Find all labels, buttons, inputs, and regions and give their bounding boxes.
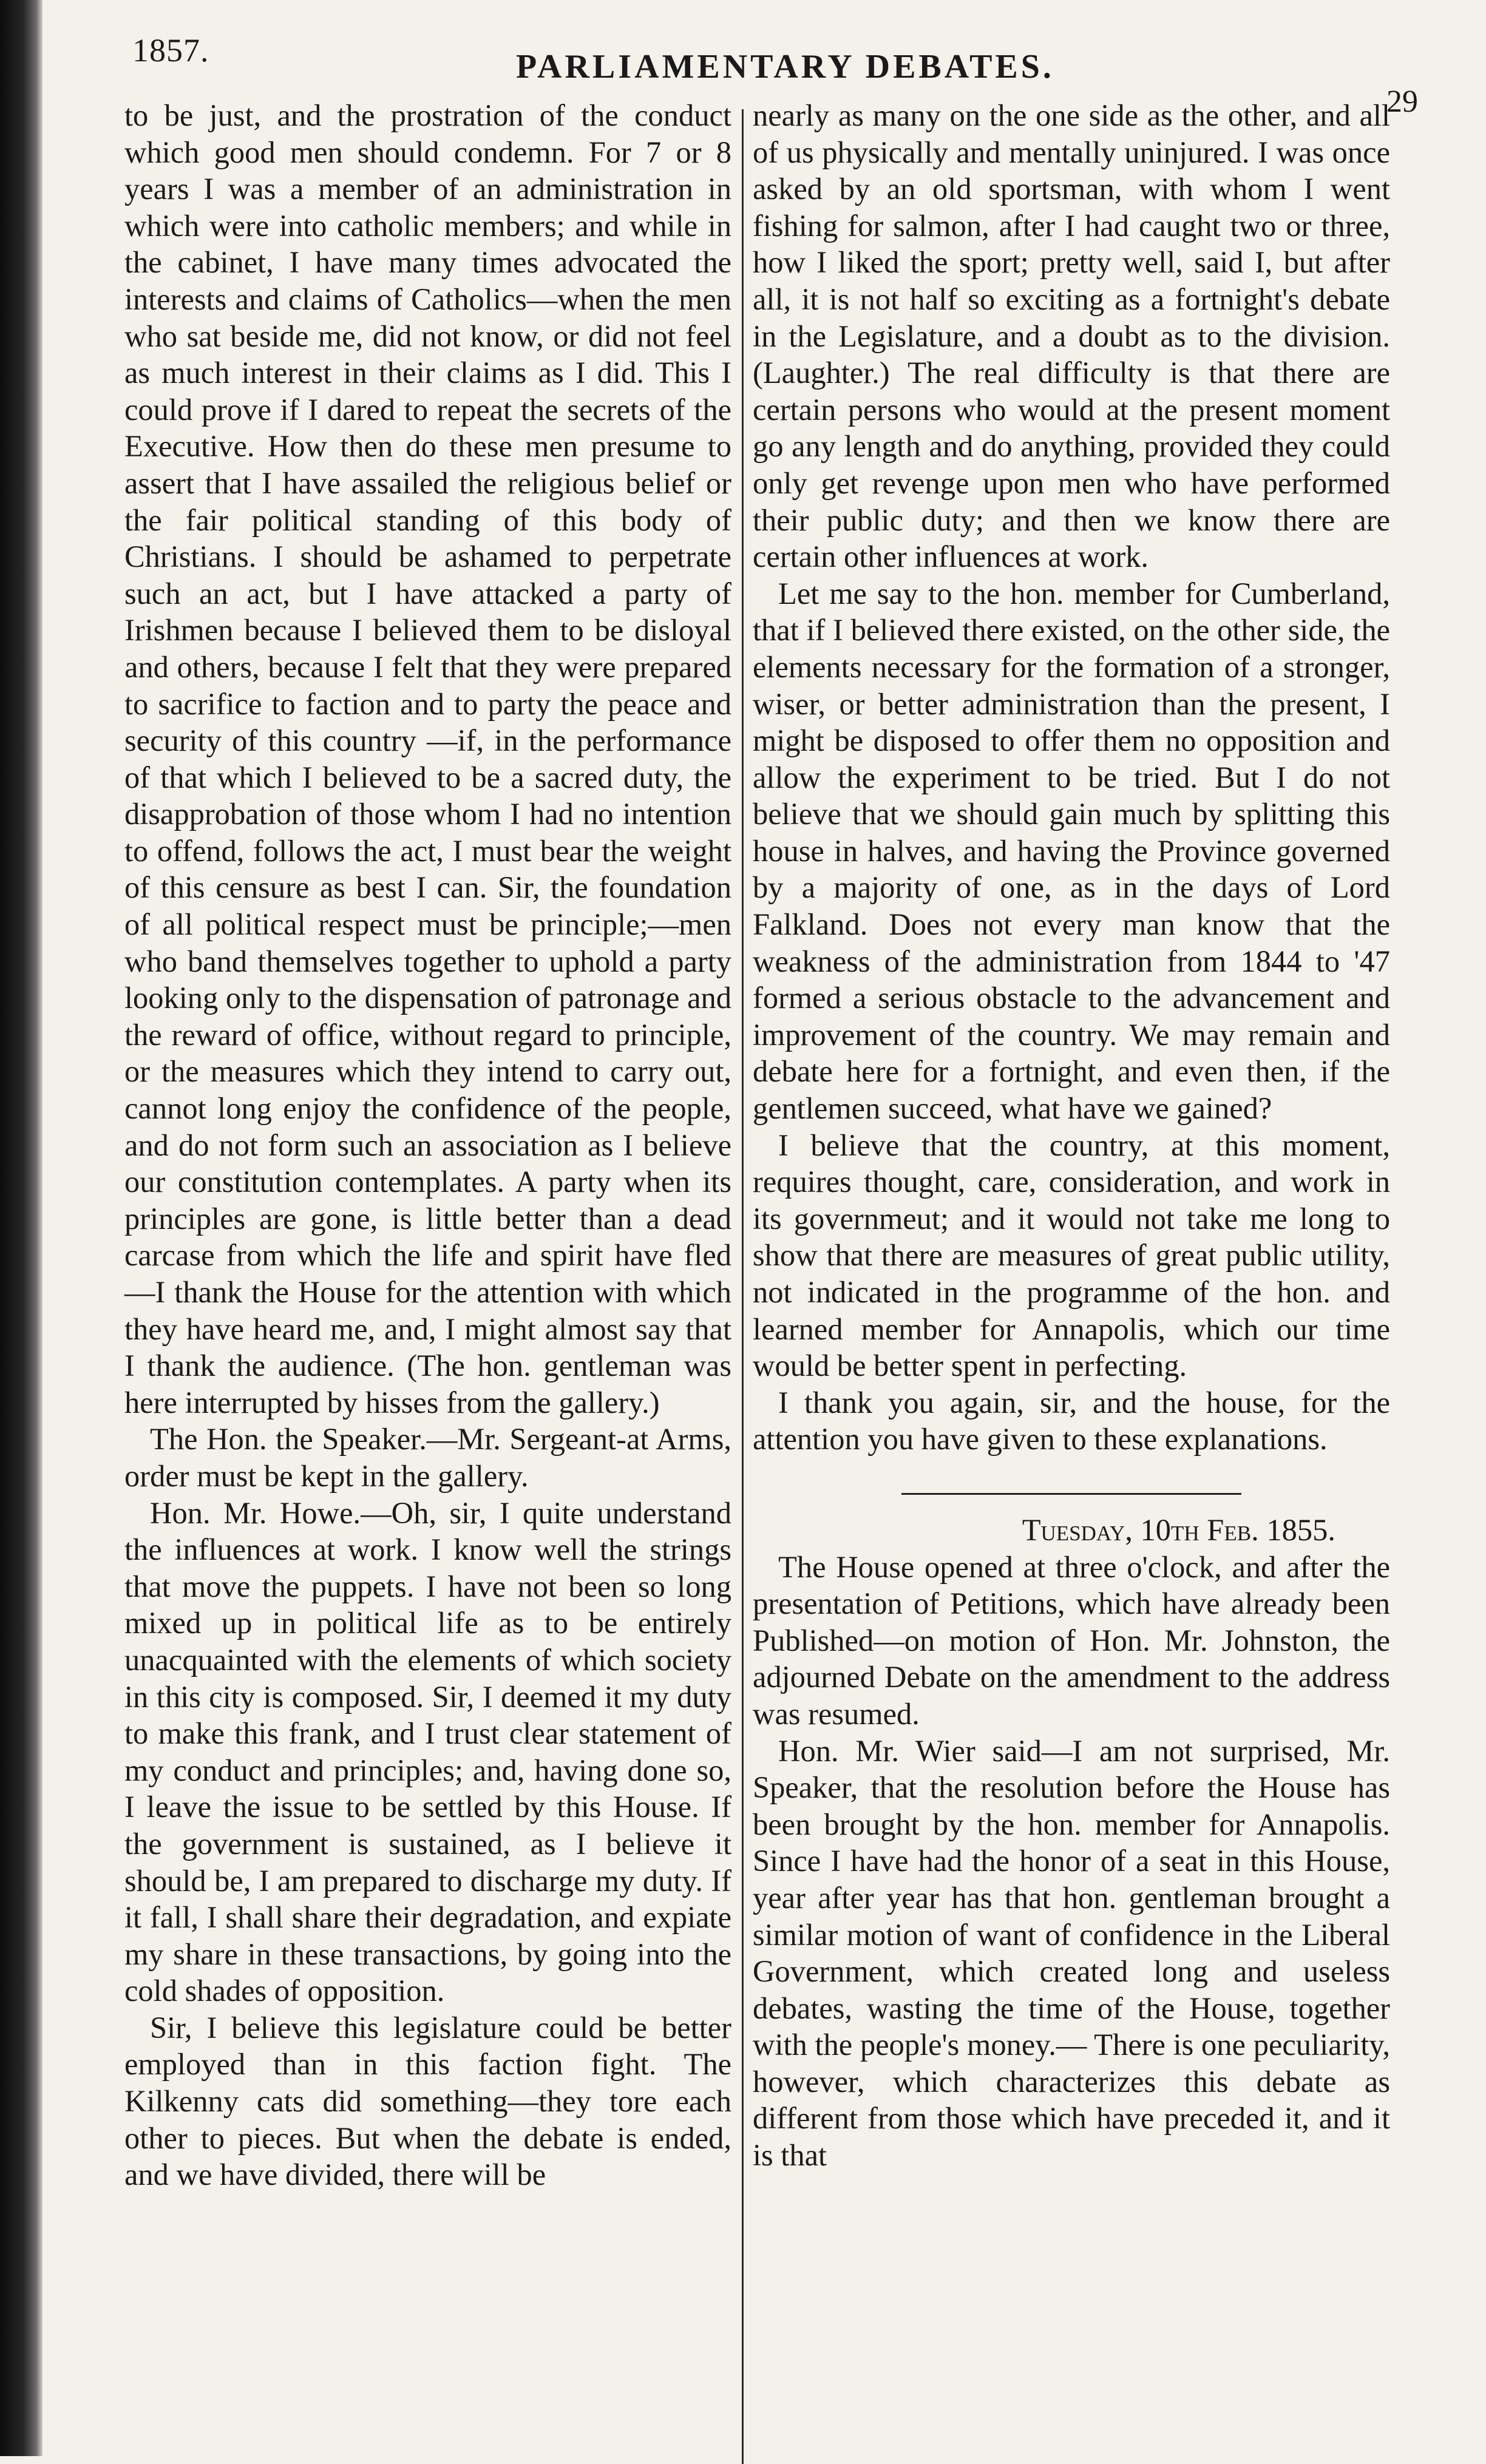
right-column [753, 97, 1390, 2174]
paragraph: The House opened at three o'clock, and after the presentation of Petitions, which have already been Published—on motion of Hon. Mr. Johnston, the adjourned Debate on the amendment to the address was resumed. [753, 1549, 1390, 1731]
paragraph: Hon. Mr. Wier said—I am not surprised, Mr. Speaker, that the resolution before the House has been brought by the hon. member for Annapolis. Since I have had the honor of a seat in this House, year after year has that hon. gentleman brought a similar motion of want of confidence in the Liberal Government, which created long and useless debates, wasting the time of the House, together with the people's money.— There is one peculiarity, however, which characterizes this debate as different from those which have preceded it, and it is that [753, 1733, 1390, 2173]
page-number: 29 [1386, 84, 1418, 119]
paragraph: I thank you again, sir, and the house, for the attention you have given to these explanations. [753, 1385, 1390, 1457]
paragraph: Sir, I believe this legislature could be better employed than in this faction fight. The Kilkenny cats did something—they tore each other to pieces. But when the debate is ended, and we have divided, there will be [124, 2010, 731, 2192]
page-title: PARLIAMENTARY DEBATES. [516, 48, 1054, 86]
paragraph: The Hon. the Speaker.—Mr. Sergeant-at Arms, order must be kept in the gallery. [124, 1422, 731, 1493]
paragraph: Let me say to the hon. member for Cumberland, that if I believed there existed, on the other side, the elements necessary for the formation of a stronger, wiser, or better administration than the present, I might be disposed to offer them no opposition and allow the experiment to be tried. But I do not believe that we should gain much by splitting this house in halves, and having the Province governed by a majority of one, as in the days of Lord Falkland. Does not every man know that the weakness of the administration from 1844 to '47 formed a serious obstacle to the advancement and improvement of the country. We may remain and debate here for a fortnight, and even then, if the gentlemen succeed, what have we gained? [753, 576, 1390, 1126]
paragraph: to be just, and the prostration of the conduct which good men should condemn. For 7 or 8 years I was a member of an administration in which were into catholic members; and while in the cabinet, I have many times advocated the interests and claims of Catholics—when the men who sat beside me, did not know, or did not feel as much interest in their claims as I did. This I could prove if I dared to repeat the secrets of the Executive. How then do these men presume to assert that I have assailed the religious belief or the fair political standing of this body of Christians. I should be ashamed to perpetrate such an act, but I have attacked a party of Irishmen because I believed them to be disloyal and others, because I felt that they were prepared to sacrifice to faction and to party the peace and security of this country —if, in the performance of that which I believed to be a sacred duty, the disapprobation of those whom I had no intention to offend, follows the act, I must bear the weight of this censure as best I can. Sir, the foundation of all political respect must be principle;—men who band themselves together to uphold a party looking only to the dispensation of patronage and the reward of office, without regard to principle, or the measures which they intend to carry out, cannot long enjoy the confidence of the people, and do not form such an association as I believe our constitution contemplates. A party when its principles are gone, is little better than a dead carcase from which the life and spirit have fled—I thank the House for the attention with which they have heard me, and, I might almost say that I thank the audience. (The hon. gentleman was here interrupted by hisses from the gallery.) [124, 98, 731, 1420]
session-date: Tuesday, 10th Feb. 1855. [1022, 1512, 1335, 1547]
paragraph: nearly as many on the one side as the other, and all of us physically and mentally uninjured. I was once asked by an old sportsman, with whom I went fishing for salmon, after I had caught two or three, how I liked the sport; pretty well, said I, but after all, it is not half so exciting as a fortnight's debate in the Legislature, and a doubt as to the division. (Laughter.) The real difficulty is that there are certain persons who would at the present moment go any length and do anything, provided they could only get revenge upon men who have performed their public duty; and then we know there are certain other influences at work. [753, 98, 1390, 574]
paragraph: Hon. Mr. Howe.—Oh, sir, I quite understand the influences at work. I know well the strings that move the puppets. I have not been so long mixed up in political life as to be entirely unacquainted with the elements of which society in this city is composed. Sir, I deemed it my duty to make this frank, and I trust clear statement of my conduct and principles; and, having done so, I leave the issue to be settled by this House. If the government is sustained, as I believe it should be, I am prepared to discharge my duty. If it fall, I shall share their degradation, and expiate my share in these transactions, by going into the cold shades of opposition. [124, 1495, 731, 2008]
section-rule [901, 1493, 1241, 1495]
column-divider [742, 109, 744, 2464]
left-column [124, 97, 731, 2193]
paragraph: I believe that the country, at this moment, requires thought, care, consideration, and work in its governmeut; and it would not take me long to show that there are measures of great public utility, not indicated in the programme of the hon. and learned member for Annapolis, which our time would be better spent in perfecting. [753, 1128, 1390, 1383]
book-spine-shadow [0, 0, 42, 2456]
header-year: 1857. [132, 32, 209, 69]
